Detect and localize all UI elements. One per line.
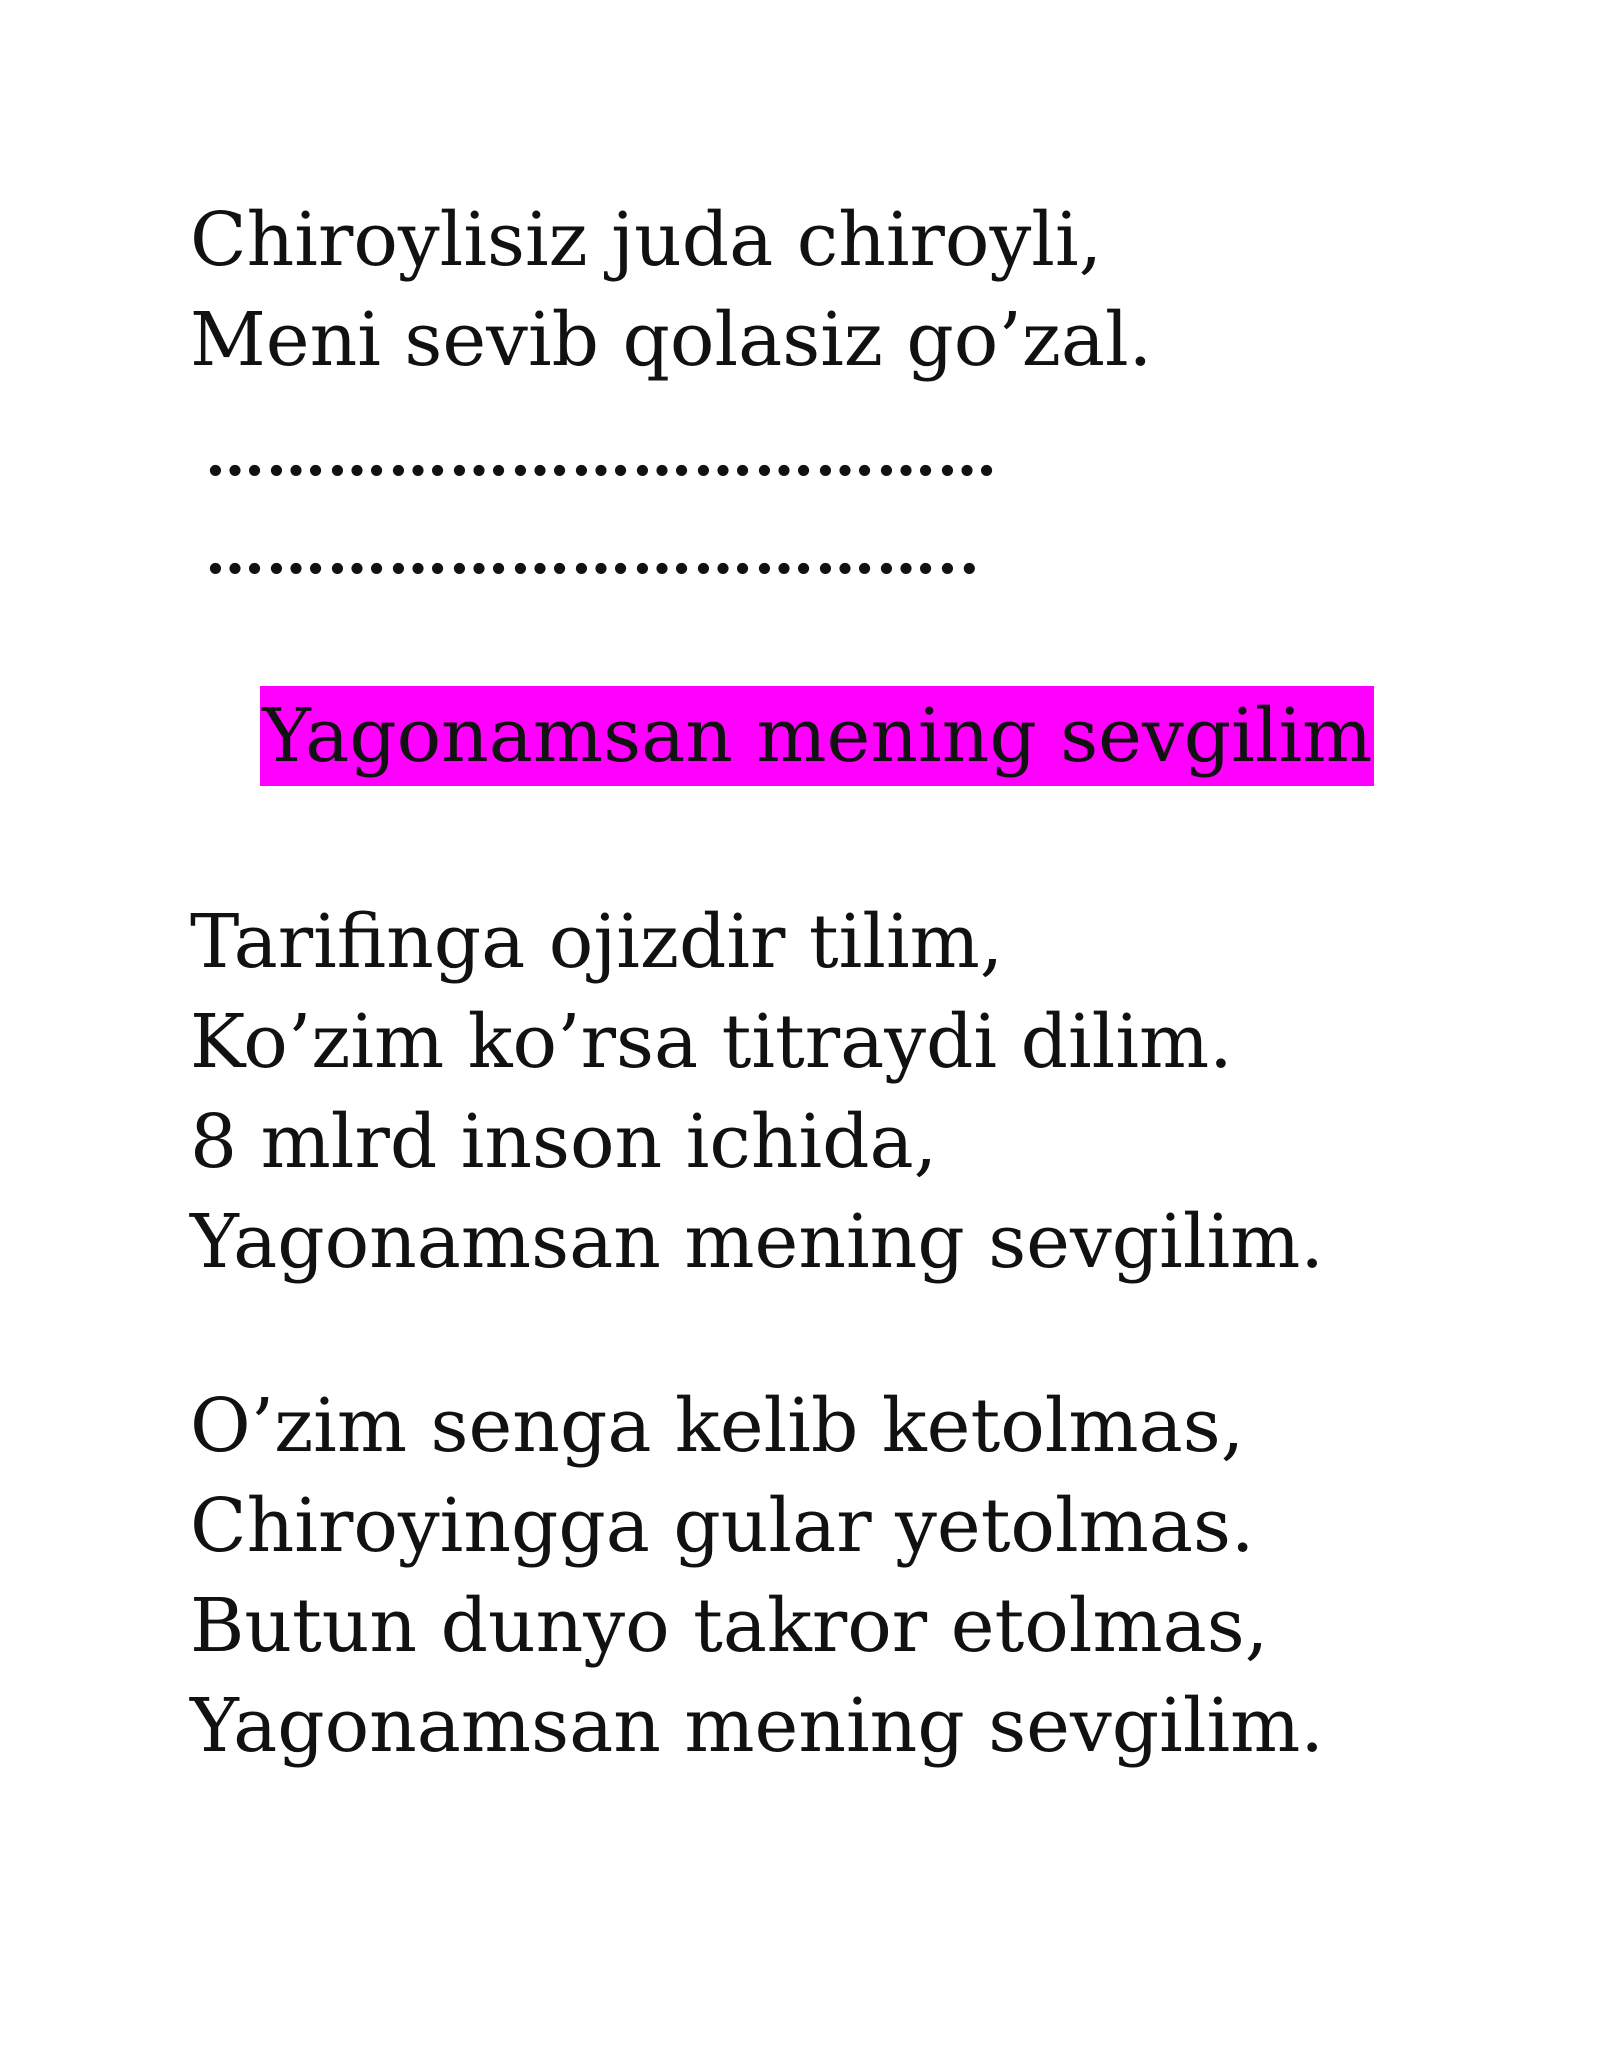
- poem-line: Tarifinga ojizdir tilim,: [190, 899, 1004, 985]
- highlighted-refrain-text: Yagonamsan mening sevgilim: [262, 693, 1373, 779]
- poem-line: O’zim senga kelib ketolmas,: [190, 1383, 1245, 1469]
- poem-line: Chiroylisiz juda chiroyli,: [190, 197, 1103, 283]
- poem-line: Ko’zim ko’rsa titraydi dilim.: [190, 999, 1233, 1085]
- poem-line: 8 mlrd inson ichida,: [190, 1099, 938, 1185]
- poem-line: Butun dunyo takror etolmas,: [190, 1583, 1269, 1669]
- poem-line: Chiroyingga gular yetolmas.: [190, 1483, 1255, 1569]
- poem-line: Yagonamsan mening sevgilim.: [190, 1683, 1324, 1769]
- ellipsis-line: ………………………………..: [205, 518, 981, 588]
- ellipsis-line: …………………………………: [205, 420, 998, 490]
- poem-line: Yagonamsan mening sevgilim.: [190, 1199, 1324, 1285]
- poem-line: Meni sevib qolasiz go’zal.: [190, 297, 1153, 383]
- highlighted-refrain: [260, 686, 1374, 786]
